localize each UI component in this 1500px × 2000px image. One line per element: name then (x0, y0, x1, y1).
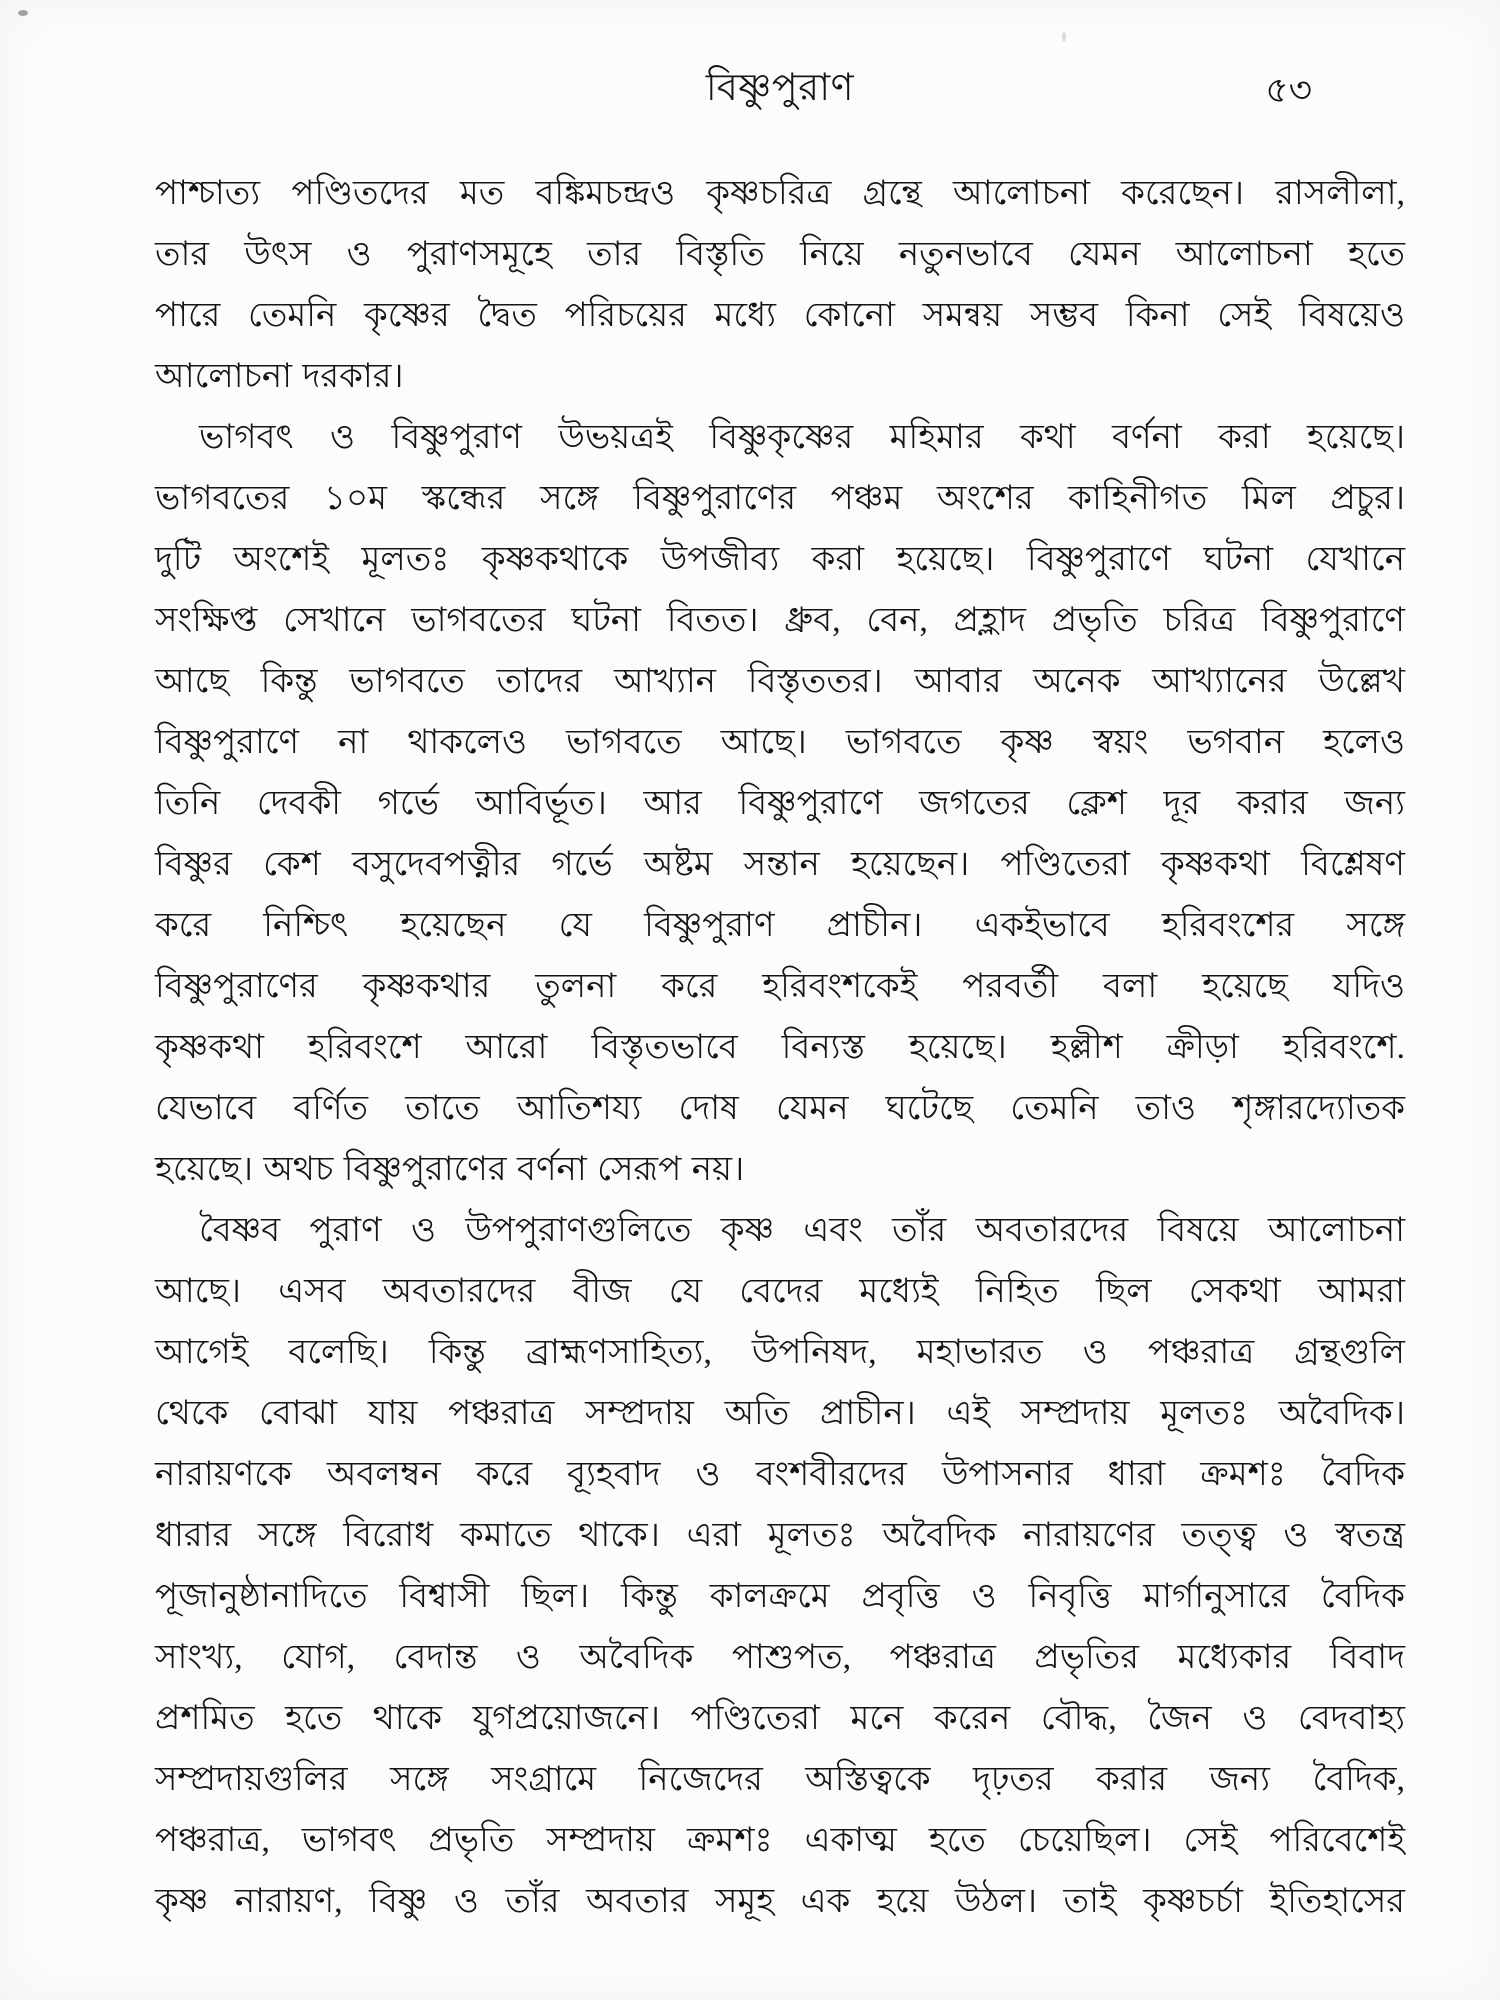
text-line-p3-6: ধারার সঙ্গে বিরোধ কমাতে থাকে। এরা মূলতঃ অবৈদিক নারায়ণের তত্ত্ব ও স্বতন্ত্র (155, 1517, 1405, 1554)
text-line-p1-1: পাশ্চাত্য পণ্ডিতদের মত বঙ্কিমচন্দ্রও কৃষ্ণচরিত্র গ্রন্থে আলোচনা করেছেন। রাসলীলা, (155, 175, 1405, 212)
page-number: ৫৩ (1265, 70, 1312, 110)
scan-artifact (18, 10, 28, 16)
text-line-p3-2: আছে। এসব অবতারদের বীজ যে বেদের মধ্যেই নিহিত ছিল সেকথা আমরা (155, 1273, 1405, 1310)
text-line-p2-12: যেভাবে বর্ণিত তাতে আতিশয্য দোষ যেমন ঘটেছে তেমনি তাও শৃঙ্গারদ্যোতক (155, 1090, 1405, 1127)
text-line-p2-13: হয়েছে। অথচ বিষ্ণুপুরাণের বর্ণনা সেরূপ নয়। (155, 1151, 745, 1188)
text-line-p2-11: কৃষ্ণকথা হরিবংশে আরো বিস্তৃতভাবে বিন্যস্ত হয়েছে। হল্লীশ ক্রীড়া হরিবংশে. (155, 1029, 1405, 1066)
text-line-p2-4: সংক্ষিপ্ত সেখানে ভাগবতের ঘটনা বিতত। ধ্রুব, বেন, প্রহ্লাদ প্রভৃতি চরিত্র বিষ্ণুপুরাণে (155, 602, 1405, 639)
page-body (155, 163, 1405, 1932)
text-line-p3-4: থেকে বোঝা যায় পঞ্চরাত্র সম্প্রদায় অতি প্রাচীন। এই সম্প্রদায় মূলতঃ অবৈদিক। (155, 1395, 1405, 1432)
text-line-p2-8: বিষ্ণুর কেশ বসুদেবপত্নীর গর্ভে অষ্টম সন্তান হয়েছেন। পণ্ডিতেরা কৃষ্ণকথা বিশ্লেষণ (155, 846, 1405, 883)
text-line-p3-7: পূজানুষ্ঠানাদিতে বিশ্বাসী ছিল। কিন্তু কালক্রমে প্রবৃত্তি ও নিবৃত্তি মার্গানুসারে বৈদিক (155, 1578, 1405, 1615)
text-line-p3-9: প্রশমিত হতে থাকে যুগপ্রয়োজনে। পণ্ডিতেরা মনে করেন বৌদ্ধ, জৈন ও বেদবাহ্য (155, 1700, 1405, 1737)
text-line-p2-6: বিষ্ণুপুরাণে না থাকলেও ভাগবতে আছে। ভাগবতে কৃষ্ণ স্বয়ং ভগবান হলেও (155, 724, 1405, 761)
text-line-p3-11: পঞ্চরাত্র, ভাগবৎ প্রভৃতি সম্প্রদায় ক্রমশঃ একাত্ম হতে চেয়েছিল। সেই পরিবেশেই (155, 1822, 1405, 1859)
text-line-p3-5: নারায়ণকে অবলম্বন করে ব্যূহবাদ ও বংশবীরদের উপাসনার ধারা ক্রমশঃ বৈদিক (155, 1456, 1405, 1493)
text-line-p3-1: বৈষ্ণব পুরাণ ও উপপুরাণগুলিতে কৃষ্ণ এবং তাঁর অবতারদের বিষয়ে আলোচনা (199, 1212, 1405, 1249)
text-line-p2-3: দুটি অংশেই মূলতঃ কৃষ্ণকথাকে উপজীব্য করা হয়েছে। বিষ্ণুপুরাণে ঘটনা যেখানে (155, 541, 1405, 578)
text-line-p3-8: সাংখ্য, যোগ, বেদান্ত ও অবৈদিক পাশুপত, পঞ্চরাত্র প্রভৃতির মধ্যেকার বিবাদ (155, 1639, 1405, 1676)
text-line-p2-10: বিষ্ণুপুরাণের কৃষ্ণকথার তুলনা করে হরিবংশকেই পরবর্তী বলা হয়েছে যদিও (155, 968, 1405, 1005)
text-line-p3-10: সম্প্রদায়গুলির সঙ্গে সংগ্রামে নিজেদের অস্তিত্বকে দৃঢ়তর করার জন্য বৈদিক, (155, 1761, 1405, 1798)
page-header (155, 62, 1405, 114)
text-line-p2-5: আছে কিন্তু ভাগবতে তাদের আখ্যান বিস্তৃততর। আবার অনেক আখ্যানের উল্লেখ (155, 663, 1405, 700)
text-line-p2-2: ভাগবতের ১০ম স্কন্ধের সঙ্গে বিষ্ণুপুরাণের পঞ্চম অংশের কাহিনীগত মিল প্রচুর। (155, 480, 1405, 517)
text-line-p1-4: আলোচনা দরকার। (155, 358, 404, 395)
text-line-p1-3: পারে তেমনি কৃষ্ণের দ্বৈত পরিচয়ের মধ্যে কোনো সমন্বয় সম্ভব কিনা সেই বিষয়েও (155, 297, 1405, 334)
text-line-p3-12: কৃষ্ণ নারায়ণ, বিষ্ণু ও তাঁর অবতার সমূহ এক হয়ে উঠল। তাই কৃষ্ণচর্চা ইতিহাসের (155, 1883, 1405, 1920)
text-line-p1-2: তার উৎস ও পুরাণসমূহে তার বিস্তৃতি নিয়ে নতুনভাবে যেমন আলোচনা হতে (155, 236, 1405, 273)
text-line-p2-7: তিনি দেবকী গর্ভে আবির্ভূত। আর বিষ্ণুপুরাণে জগতের ক্লেশ দূর করার জন্য (155, 785, 1405, 822)
scan-artifact (1062, 32, 1066, 42)
running-title: বিষ্ণুপুরাণ (705, 67, 855, 109)
text-line-p2-1: ভাগবৎ ও বিষ্ণুপুরাণ উভয়ত্রই বিষ্ণুকৃষ্ণের মহিমার কথা বর্ণনা করা হয়েছে। (199, 419, 1405, 456)
text-line-p3-3: আগেই বলেছি। কিন্তু ব্রাহ্মণসাহিত্য, উপনিষদ, মহাভারত ও পঞ্চরাত্র গ্রন্থগুলি (155, 1334, 1405, 1371)
text-line-p2-9: করে নিশ্চিৎ হয়েছেন যে বিষ্ণুপুরাণ প্রাচীন। একইভাবে হরিবংশের সঙ্গে (155, 907, 1405, 944)
